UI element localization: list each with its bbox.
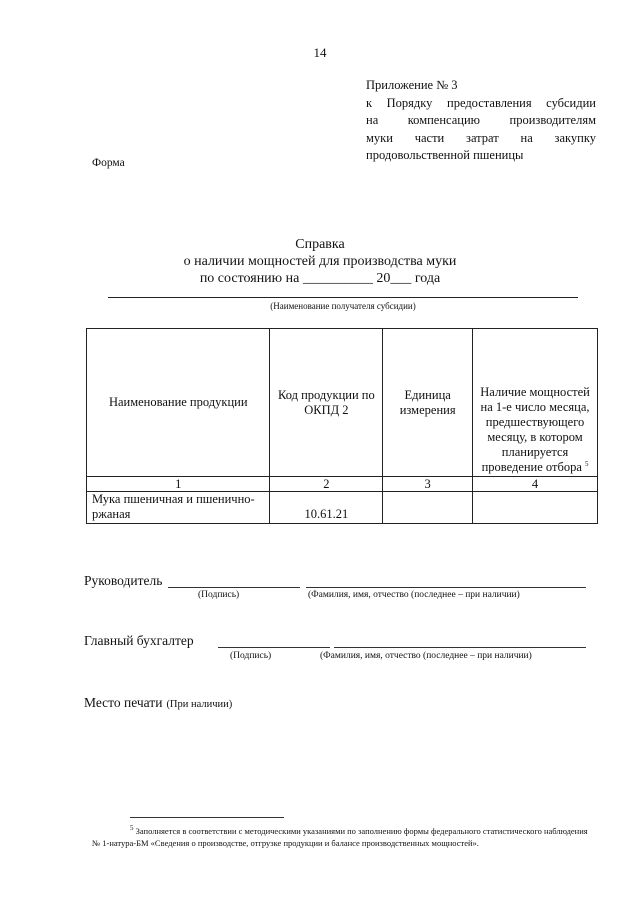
document-title — [0, 236, 640, 287]
col-number-3: 3 — [383, 477, 473, 492]
accountant-signature-line[interactable] — [218, 647, 330, 648]
title-line-3: по состоянию на __________ 20___ года — [199, 271, 441, 286]
page-number: 14 — [313, 45, 327, 60]
recipient-name-line[interactable] — [108, 297, 578, 298]
appendix-line-3: на компенсацию производителям — [366, 113, 596, 127]
accountant-name-line[interactable] — [334, 647, 586, 648]
col-number-4: 4 — [473, 477, 598, 492]
head-name-caption: (Фамилия, имя, отчество (последнее – при наличии) — [308, 590, 520, 600]
footnote-separator — [130, 817, 284, 818]
head-label: Руководитель — [84, 573, 163, 588]
seal-label: Место печати — [84, 695, 163, 710]
accountant-name-caption: (Фамилия, имя, отчество (последнее – при наличии) — [320, 651, 532, 661]
header-capacity — [473, 329, 598, 477]
footnote-line-1: Заполняется в соответствии с методическими указаниями по заполнению формы федерального статистического наблюдения — [135, 826, 588, 836]
seal-note: (При наличии) — [166, 699, 233, 710]
table-row — [87, 492, 598, 524]
cell-okpd-code: 10.61.21 — [270, 492, 383, 524]
col-number-2: 2 — [270, 477, 383, 492]
table-header-row — [87, 329, 598, 477]
head-name-line[interactable] — [306, 587, 586, 588]
appendix-line-1: Приложение № 3 — [366, 78, 458, 92]
form-label: Форма — [92, 157, 125, 169]
table-number-row — [87, 477, 598, 492]
col-number-1: 1 — [87, 477, 270, 492]
capacity-table — [86, 328, 598, 524]
accountant-label: Главный бухгалтер — [84, 633, 194, 648]
header-product-name: Наименование продукции — [87, 329, 270, 477]
title-line-1: Справка — [295, 237, 345, 252]
head-sign-caption: (Подпись) — [198, 590, 240, 600]
footnote — [92, 825, 598, 849]
recipient-caption: (Наименование получателя субсидии) — [270, 301, 416, 311]
header-capacity-text: Наличие мощностей на 1-е число месяца, предшествующего месяцу, в котором планируется проведение отбора — [480, 385, 590, 474]
title-line-2: о наличии мощностей для производства муки — [183, 254, 457, 269]
appendix-block — [366, 77, 596, 165]
seal-block — [84, 694, 232, 712]
footnote-line-2: № 1-натура-БМ «Сведения о производстве, отгрузке продукции и балансе производственных мощностей». — [92, 838, 479, 848]
accountant-sign-caption: (Подпись) — [230, 651, 272, 661]
cell-product-name: Мука пшеничная и пшенично-ржаная — [87, 492, 270, 524]
header-unit: Единица измерения — [383, 329, 473, 477]
header-okpd-code: Код продукции по ОКПД 2 — [270, 329, 383, 477]
appendix-line-4: муки части затрат на закупку — [366, 130, 596, 145]
appendix-line-2: к Порядку предоставления субсидии — [366, 95, 596, 110]
footnote-ref: 5 — [585, 459, 589, 468]
cell-capacity[interactable] — [473, 492, 598, 524]
footnote-mark: 5 — [130, 824, 134, 833]
cell-unit[interactable] — [383, 492, 473, 524]
head-signature-line[interactable] — [168, 587, 300, 588]
appendix-line-5: продовольственной пшеницы — [366, 148, 524, 162]
